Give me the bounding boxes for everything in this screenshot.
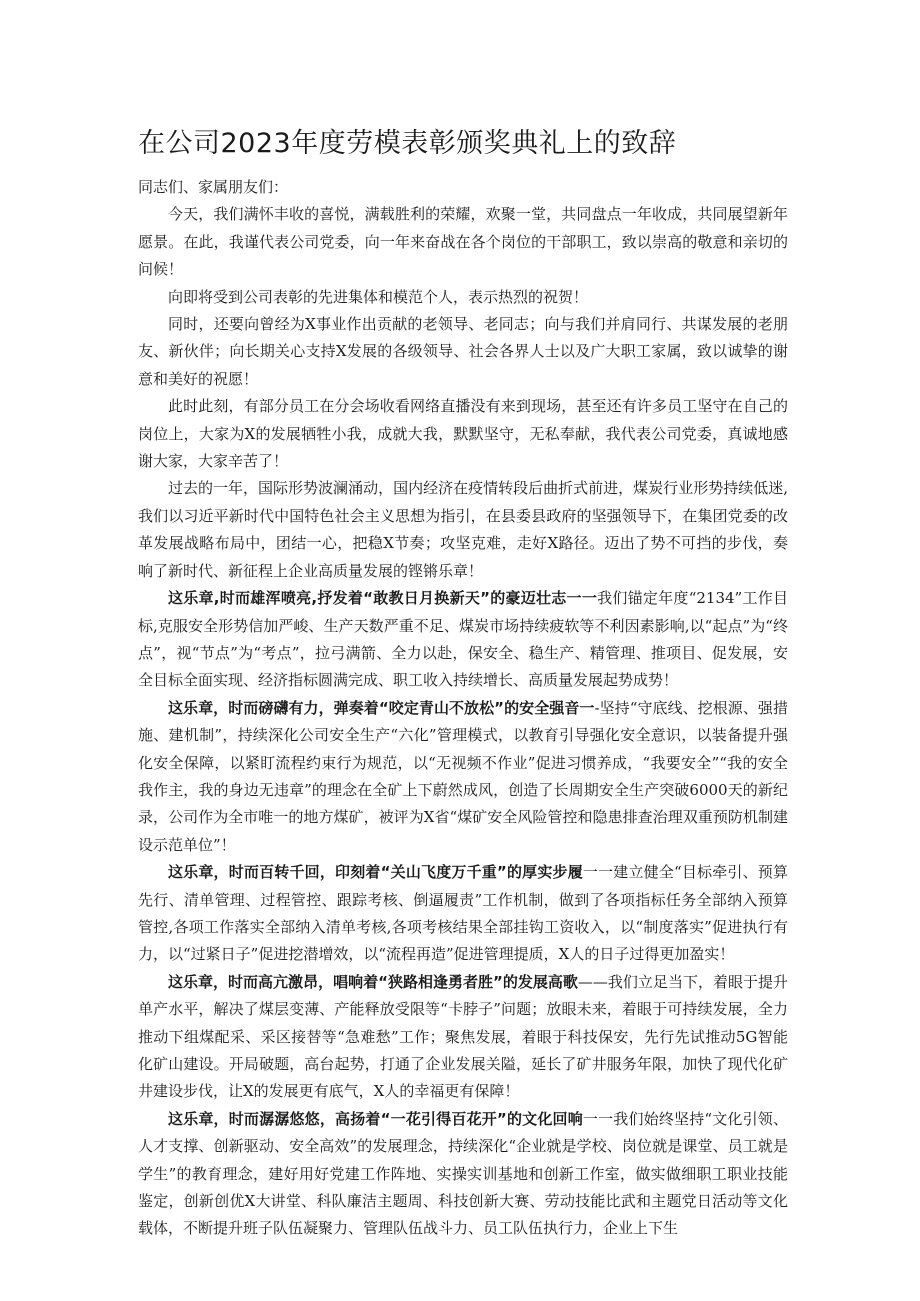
paragraph (138, 475, 788, 585)
paragraph-text: 向即将受到公司表彰的先进集体和模范个人，表示热烈的祝贺！ (168, 287, 589, 306)
paragraph-text: -坚持“守底线、挖根源、强措施、建机制”，持续深化公司安全生产“六化”管理模式，以教育引导强化安全意识，以装备提升强化安全保障，以紧盯流程约束行为规范，以“无视频不作业”促进习惯养成，“我要安全”“我的安全我作主，我的身边无违章”的理念在全矿上下蔚然成风，创造了长周期安全生产突破6000天的新纪录，公司作为全市唯一的地方煤矿，被评为X省“煤矿安全风险管控和隐患排查治理双重预防机制建设示范单位”！ (138, 698, 788, 854)
salutation: 同志们、家属朋友们： (138, 178, 289, 196)
paragraph-lead: 这乐章，时而潺潺悠悠，高扬着“一花引得百花开”的文化回响 (168, 1109, 583, 1128)
paragraph-text: 今天，我们满怀丰收的喜悦，满载胜利的荣耀，欢聚一堂，共同盘点一年收成，共同展望新年愿景。在此，我谨代表公司党委，向一年来奋战在各个岗位的干部职工，致以崇高的敬意和亲切的问候！ (138, 205, 788, 279)
paragraph-movement-4 (138, 969, 788, 1106)
paragraph-lead: 这乐章，时而高亢激昂，唱响着“狭路相逢勇者胜”的发展高歌 (168, 972, 578, 991)
paragraph-text: 一一建立健全“目标牵引、预算先行、清单管理、过程管控、跟踪考核、倒逼履责”工作机制，做到了各项指标任务全部纳入预算管控,各项工作落实全部纳入清单考核,各项考核结果全部挂钩工资收入，以“制度落实”促进执行有力，以“过紧日子”促进挖潜增效，以“流程再造”促进管理提质，X人的日子过得更加盈实！ (138, 863, 788, 964)
paragraph-text: 同时，还要向曾经为X事业作出贡献的老领导、老同志；向与我们并肩同行、共谋发展的老朋友、新伙伴；向长期关心支持X发展的各级领导、社会各界人士以及广大职工家属，致以诚挚的谢意和美好的祝愿！ (138, 315, 788, 388)
paragraph (138, 393, 788, 475)
paragraph-text: 过去的一年，国际形势波澜涌动，国内经济在疫情转段后曲折式前进，煤炭行业形势持续低迷,我们以习近平新时代中国特色社会主义思想为指引，在县委县政府的坚强领导下，在集团党委的改革发展战略布局中，团结一心，把稳X节奏；攻坚克难，走好X路径。迈出了势不可挡的步伐，奏响了新时代、新征程上企业高质量发展的铿锵乐章！ (138, 479, 788, 580)
document-title: 在公司2023年度劳模表彰颁奖典礼上的致辞 (138, 128, 677, 159)
paragraph-movement-5 (138, 1106, 788, 1243)
paragraph-movement-3 (138, 859, 788, 969)
paragraph-lead: 这乐章，时而磅礴有力，弹奏着“咬定青山不放松”的安全强音一 (168, 698, 595, 717)
paragraph (138, 201, 788, 283)
paragraph-lead: 这乐章，时而百转千回，印刻着“关山飞度万千重”的厚实步履 (168, 863, 583, 882)
paragraph-text: 一一我们始终坚持“文化引领、人才支撑、创新驱动、安全高效”的发展理念，持续深化“企业就是学校、岗位就是课堂、员工就是学生”的教育理念，建好用好党建工作阵地、实操实训基地和创新工作室，做实做细职工职业技能鉴定，创新创优X大讲堂、科队廉洁主题周、科技创新大赛、劳动技能比武和主题党日活动等文化载体，不断提升班子队伍凝聚力、管理队伍战斗力、员工队伍执行力，企业上下生 (138, 1109, 788, 1238)
paragraph-text: ——我们立足当下，着眼于提升单产水平，解决了煤层变薄、产能释放受限等“卡脖子”问题；放眼未来，着眼于可持续发展，全力推动下组煤配采、采区接替等“急难愁”工作；聚焦发展，着眼于科技保安，先行先试推动5G智能化矿山建设。开局破题，高台起势，打通了企业发展关隘，延长了矿井服务年限，加快了现代化矿井建设步伐，让X的发展更有底气，X人的幸福更有保障！ (138, 972, 788, 1101)
paragraph (138, 311, 788, 393)
paragraph-movement-1 (138, 585, 788, 695)
document-body (138, 174, 788, 1243)
paragraph-movement-2 (138, 695, 788, 859)
paragraph-text: 此时此刻，有部分员工在分会场收看网络直播没有来到现场，甚至还有许多员工坚守在自己的岗位上，大家为X的发展牺牲小我，成就大我，默默坚守，无私奉献，我代表公司党委，真诚地感谢大家，大家辛苦了！ (138, 397, 788, 471)
paragraph-text: 我们锚定年度“2134”工作目标,克服安全形势信加严峻、生产天数严重不足、煤炭市场持续疲软等不利因素影响,以“起点”为“终点”，视“节点”为“考点”，拉弓满箭、全力以赴，保安全、稳生产、精管理、推项目、促发展，安全目标全面实现、经济指标圆满完成、职工收入持续增长、高质量发展起势成势！ (138, 589, 788, 690)
paragraph-lead: 这乐章,时而雄浑喷亮,抒发着“敢教日月换新天”的豪迈壮志一一 (168, 589, 598, 608)
paragraph (138, 284, 788, 311)
